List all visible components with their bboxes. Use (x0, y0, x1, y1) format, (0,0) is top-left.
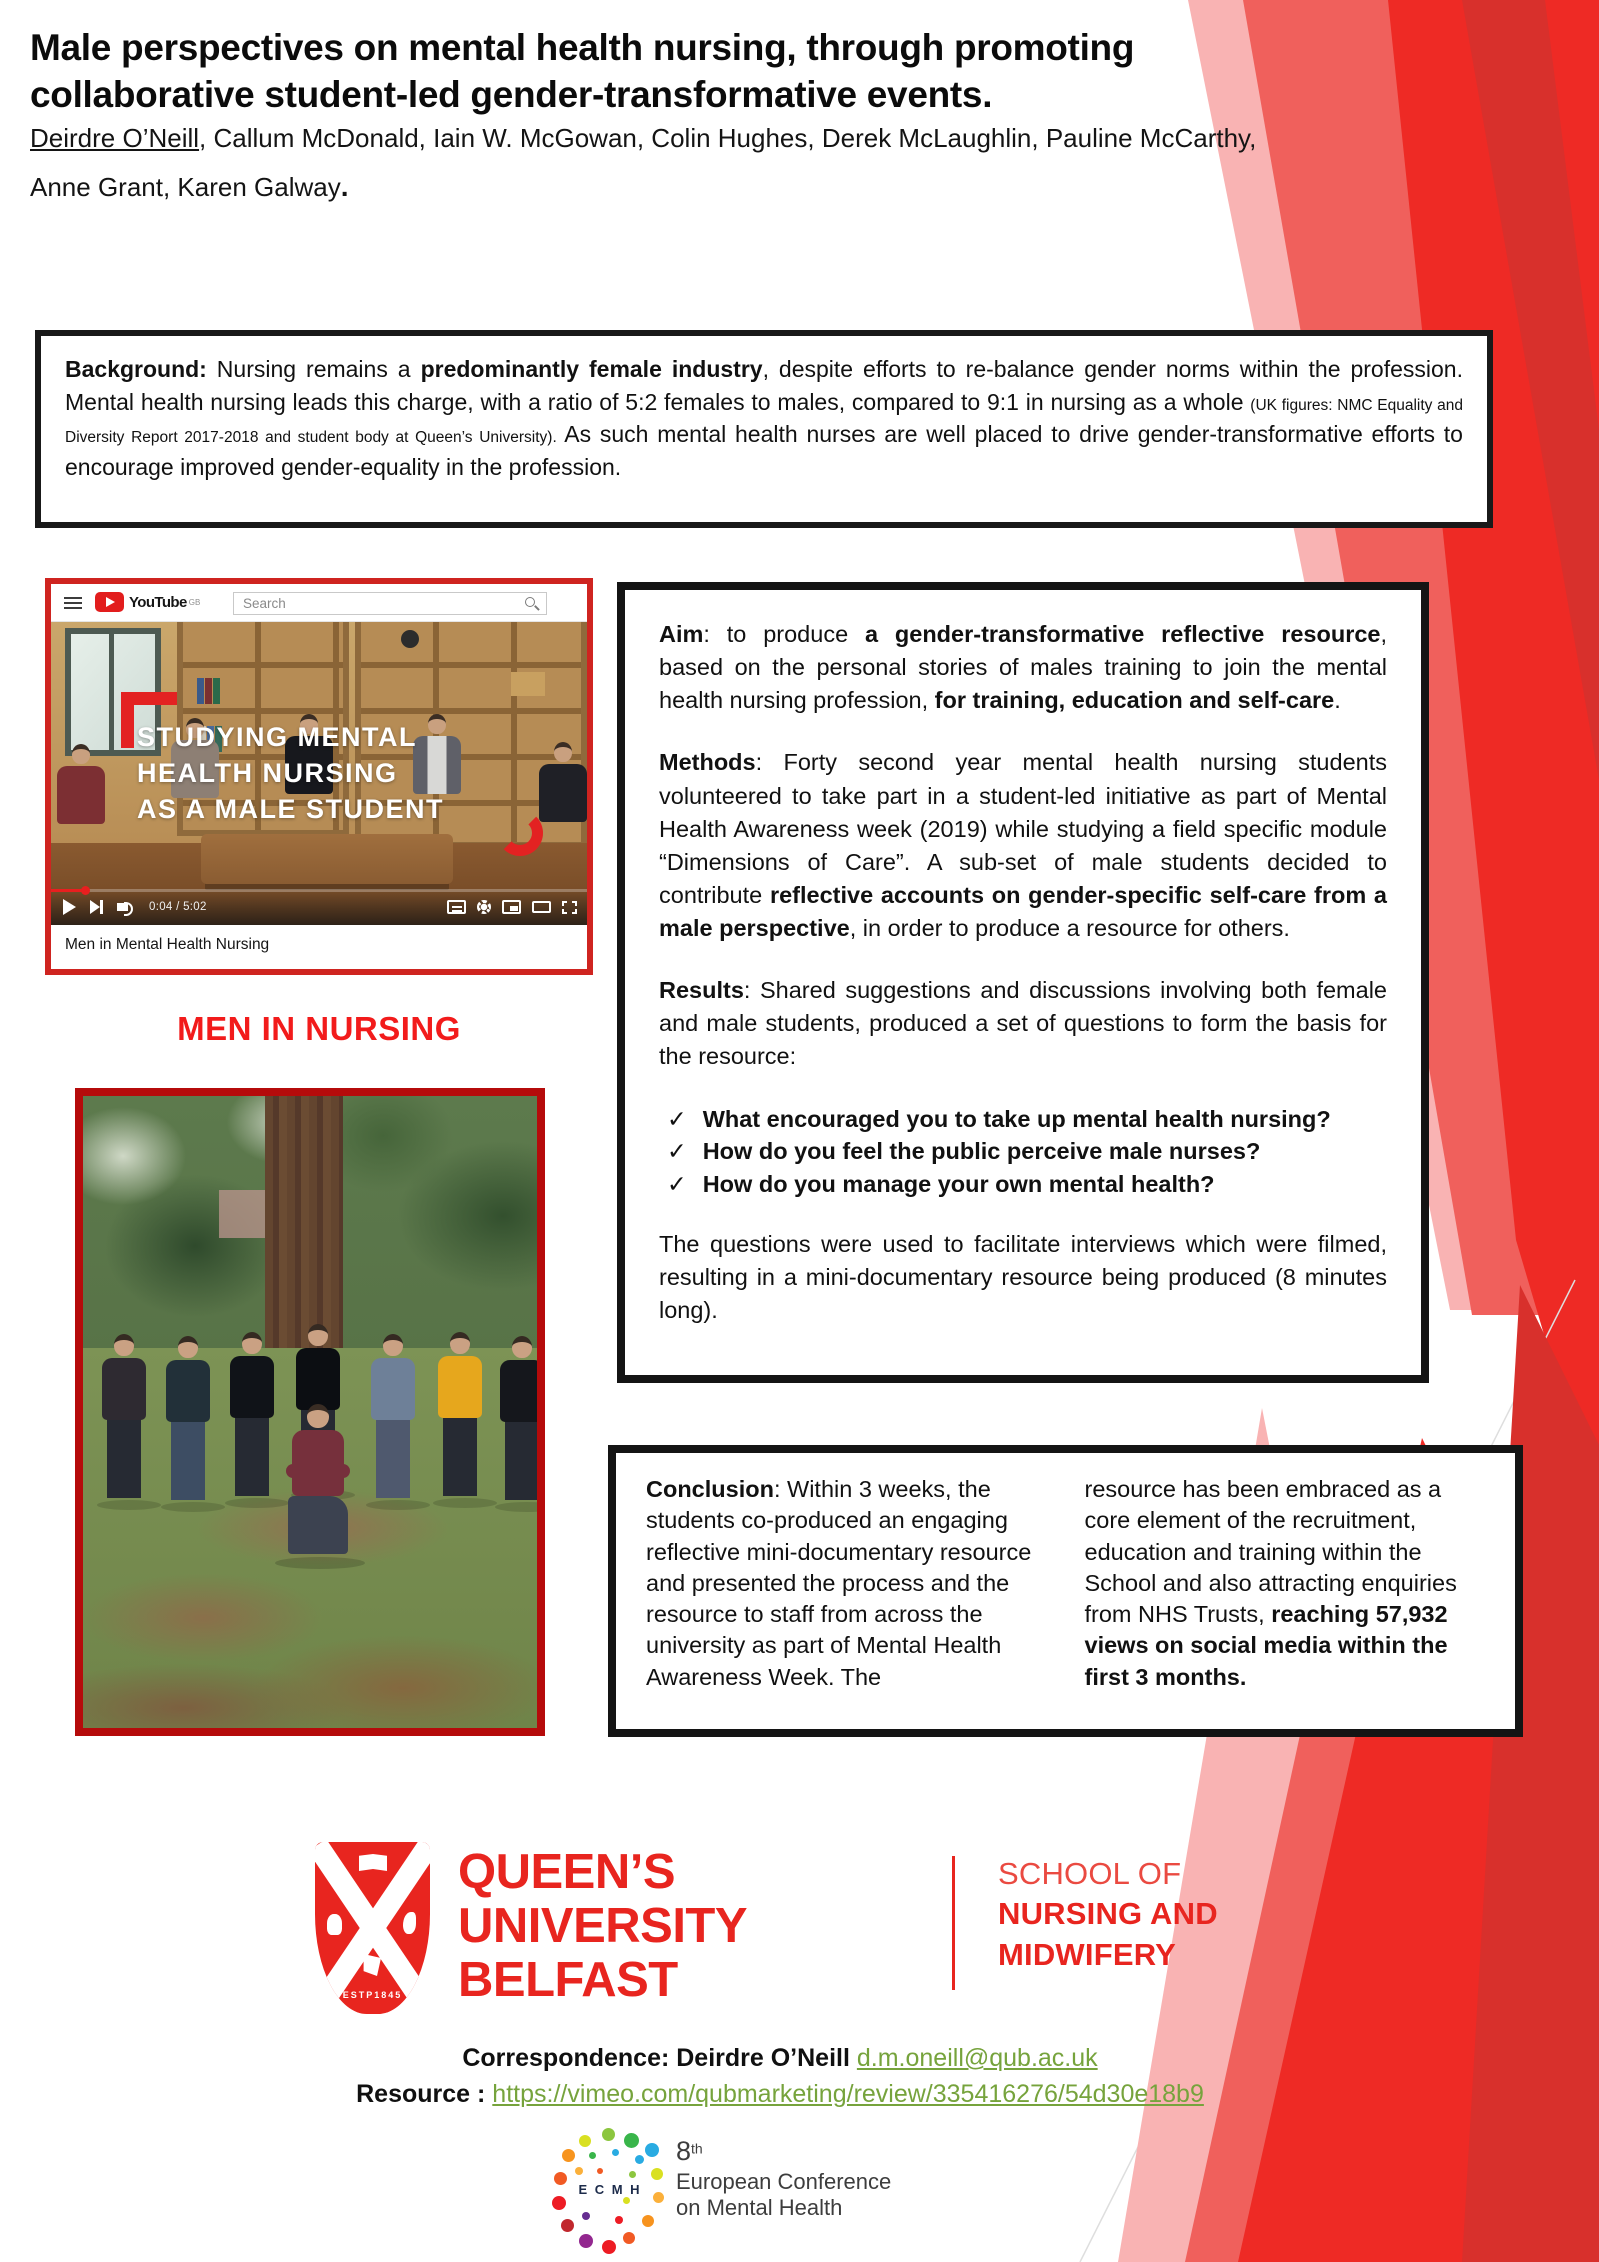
youtube-region-label: GB (188, 597, 201, 607)
overlay-line-1: STUDYING MENTAL (137, 722, 417, 752)
book-icon (359, 1854, 387, 1871)
group-photo (75, 1088, 545, 1736)
youtube-play-badge-icon (95, 592, 124, 612)
background-text: Nursing remains a (206, 356, 421, 382)
coffee-table-graphic (201, 834, 453, 884)
background-box (35, 330, 1493, 528)
background-text-3: As such mental health nurses are well placed to drive gender-transformative efforts to encourage improved gender-equality in the profession. (65, 421, 1463, 480)
results-closing-paragraph: The questions were used to facilitate interviews which were filmed, resulting in a mini-documentary resource being produced (8 minutes long). (659, 1231, 1387, 1324)
email-link[interactable]: d.m.oneill@qub.ac.uk (856, 2044, 1098, 2072)
logo-divider (952, 1856, 955, 1990)
results-question-list (667, 1103, 1387, 1202)
video-title-bar (51, 925, 587, 969)
time-display: 0:04 / 5:02 (149, 901, 207, 913)
video-overlay-caption (137, 720, 444, 828)
checkmark-icon: ✓ (667, 1138, 687, 1165)
youtube-logo[interactable] (95, 592, 200, 612)
authors-rest: , Callum McDonald, Iain W. McGowan, Colin Hughes, Derek McLaughlin, Pauline McCarthy, (199, 123, 1257, 153)
video-title[interactable]: Men in Mental Health Nursing (65, 936, 270, 953)
hand-icon (327, 1914, 342, 1935)
authors-line (30, 116, 1570, 211)
fullscreen-button[interactable] (562, 901, 577, 914)
overlay-line-3: AS A MALE STUDENT (137, 793, 444, 824)
conclusion-label: Conclusion (646, 1476, 774, 1502)
aim-paragraph: Aim: to produce a gender-transformative reflective resource, based on the personal stories of males training to join the mental health nursing profession, for training, education and self-care. (659, 621, 1388, 714)
youtube-video-card (45, 578, 593, 975)
person-figure (366, 1334, 420, 1510)
edition: 8th (676, 2136, 703, 2166)
person-figure (433, 1332, 487, 1508)
person-figure (97, 1334, 151, 1510)
kneeling-person-figure (275, 1404, 361, 1569)
correspondence-line: Correspondence: Deirdre O’Neill d.m.oneill@qub.ac.uk (462, 2044, 1098, 2072)
conclusion-left-column: Conclusion: Within 3 weeks, the students co-produced an engaging reflective mini-documentary resource and presented the process and the resource to staff from across the university as part of Mental Health Awareness Week. The (646, 1476, 1032, 1690)
background-bold-1: predominantly female industry (420, 356, 763, 382)
list-item: ✓ How do you feel the public perceive male nurses? (667, 1135, 1387, 1168)
video-frame[interactable] (51, 622, 587, 925)
checkmark-icon: ✓ (667, 1105, 687, 1132)
player-controls (51, 889, 587, 925)
qub-wordmark: QUEEN’S UNIVERSITY BELFAST (458, 1845, 748, 2007)
person-figure (495, 1336, 545, 1512)
resource-link[interactable]: https://vimeo.com/qubmarketing/review/335416276/54d30e18b9 (492, 2080, 1204, 2109)
list-item: ✓ How do you manage your own mental health? (667, 1168, 1387, 1201)
background-smallprint: (UK figures: NMC Equality and Diversity Report 2017-2018 and student body at Queen’s University). (65, 396, 1463, 447)
school-name: SCHOOL OF NURSING AND MIDWIFERY (998, 1856, 1218, 1972)
checkmark-icon: ✓ (667, 1171, 687, 1198)
aim-methods-results-box (617, 582, 1429, 1383)
overlay-line-2: HEALTH NURSING (137, 757, 398, 788)
results-paragraph: Results: Shared suggestions and discussions involving both female and male students, produced a set of questions to form the basis for the resource: (659, 977, 1387, 1070)
miniplayer-button[interactable] (502, 900, 521, 914)
background-text-2: , despite efforts to re-balance gender norms within the profession. Mental health nursing leads this charge, with a ratio of 5:2 females to males, compared to 9:1 in nursing as a whole (65, 356, 1463, 415)
next-button[interactable] (90, 900, 103, 914)
settings-button[interactable] (477, 900, 491, 914)
search-icon[interactable] (525, 597, 535, 607)
conclusion-box (608, 1445, 1523, 1737)
authors-line2: Anne Grant, Karen Galway (30, 171, 341, 202)
search-input[interactable] (233, 592, 547, 615)
results-label: Results (659, 977, 744, 1004)
ecmh-conference-name: 8th European Conference on Mental Health (676, 2136, 892, 2220)
methods-paragraph: Methods: Forty second year mental health nursing students volunteered to take part in a student-led initiative as part of Mental Health Awareness week (2019) while studying a field specific module “Dimensions of Care”. A sub-set of male students decided to contribute reflective accounts on gender-specific self-care from a male perspective, in order to produce a resource for others. (659, 749, 1387, 941)
person-figure (225, 1332, 279, 1508)
qub-crest-icon (315, 1842, 430, 2014)
person-figure (161, 1336, 215, 1512)
title-line-2: collaborative student-led gender-transformative events. (30, 74, 993, 116)
youtube-logo-text: YouTube (129, 593, 187, 611)
person-figure (537, 742, 587, 822)
established-text: ESTP1845 (342, 1990, 403, 2000)
page-title (30, 24, 1370, 119)
methods-label: Methods (659, 749, 756, 776)
play-button[interactable] (63, 899, 76, 915)
title-line-1: Male perspectives on mental health nursing, through promoting (30, 27, 1135, 68)
red-arc-bracket-icon (497, 810, 543, 856)
aim-label: Aim (659, 621, 704, 647)
person-figure (55, 744, 107, 824)
ecmh-logo (552, 2128, 668, 2256)
volume-button[interactable] (117, 900, 135, 914)
correspondence-block (190, 2040, 1370, 2113)
seahorse-icon (403, 1912, 416, 1934)
building-graphic (219, 1190, 271, 1238)
lead-author: Deirdre O’Neill (30, 123, 200, 153)
youtube-header (51, 584, 587, 622)
background-label: Background: (65, 356, 207, 382)
subtitles-button[interactable] (447, 900, 466, 914)
men-in-nursing-heading: MEN IN NURSING (177, 1010, 461, 1047)
resource-line: Resource : https://vimeo.com/qubmarketing/review/335416276/54d30e18b9 (356, 2080, 1204, 2109)
conclusion-right-column: resource has been embraced as a core element of the recruitment, education and training within the School and also attracting enquiries from NHS Trusts, reaching 57,932 views on social media within the first 3 months. (1084, 1476, 1457, 1690)
ecmh-acronym: E C M H (578, 2182, 642, 2197)
list-item: ✓ What encouraged you to take up mental health nursing? (667, 1103, 1387, 1136)
menu-icon[interactable] (64, 597, 82, 609)
theater-mode-button[interactable] (532, 901, 551, 913)
authors-period: . (340, 170, 349, 202)
